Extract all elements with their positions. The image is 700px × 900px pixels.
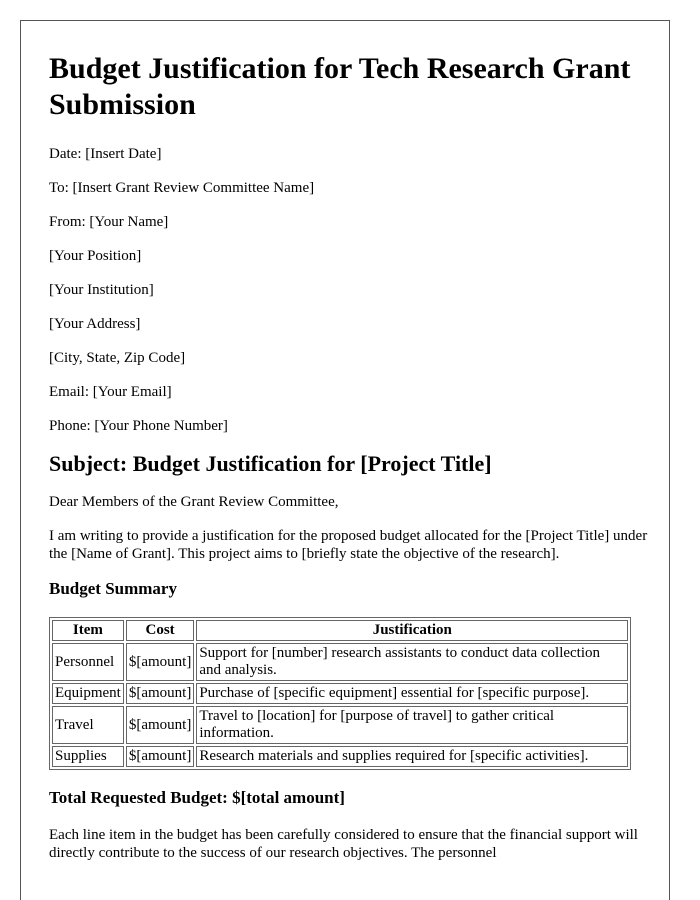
justification-cell: Support for [number] research assistants to conduct data collection and analysis. xyxy=(196,643,628,681)
closing-paragraph: Each line item in the budget has been carefully considered to ensure that the financial support will directly contribute to the success of our research objectives. The personnel xyxy=(49,827,638,861)
item-cell: Travel xyxy=(52,706,124,744)
total-budget-heading: Total Requested Budget: $[total amount] xyxy=(49,788,345,807)
table-row xyxy=(52,746,628,767)
cost-cell: $[amount] xyxy=(126,706,194,744)
justification-cell: Purchase of [specific equipment] essential for [specific purpose]. xyxy=(196,683,628,704)
date-line: Date: [Insert Date] xyxy=(49,146,162,162)
sender-city-line: [City, State, Zip Code] xyxy=(49,350,186,366)
salutation: Dear Members of the Grant Review Committee, xyxy=(49,494,339,510)
column-header-justification: Justification xyxy=(196,620,628,641)
sender-institution-line: [Your Institution] xyxy=(49,282,154,298)
item-cell: Supplies xyxy=(52,746,124,767)
table-row xyxy=(52,643,628,681)
sender-address-line: [Your Address] xyxy=(49,316,141,332)
table-header-row xyxy=(52,620,628,641)
item-cell: Personnel xyxy=(52,643,124,681)
justification-cell: Travel to [location] for [purpose of travel] to gather critical information. xyxy=(196,706,628,744)
cost-cell: $[amount] xyxy=(126,683,194,704)
justification-cell: Research materials and supplies required for [specific activities]. xyxy=(196,746,628,767)
sender-position-line: [Your Position] xyxy=(49,248,142,264)
cost-cell: $[amount] xyxy=(126,746,194,767)
budget-summary-heading: Budget Summary xyxy=(49,579,177,598)
sender-phone-line: Phone: [Your Phone Number] xyxy=(49,418,228,434)
column-header-item: Item xyxy=(52,620,124,641)
document-page xyxy=(20,20,670,900)
document-title: Budget Justification for Tech Research Grant Submission xyxy=(49,52,631,121)
column-header-cost: Cost xyxy=(126,620,194,641)
sender-name-line: From: [Your Name] xyxy=(49,214,169,230)
intro-paragraph: I am writing to provide a justification for the proposed budget allocated for the [Project Title] under the [Name of Grant]. This project aims to [briefly state the objective of the research]. xyxy=(49,528,648,562)
recipient-line: To: [Insert Grant Review Committee Name] xyxy=(49,180,315,196)
sender-email-line: Email: [Your Email] xyxy=(49,384,172,400)
item-cell: Equipment xyxy=(52,683,124,704)
table-row xyxy=(52,683,628,704)
cost-cell: $[amount] xyxy=(126,643,194,681)
table-row xyxy=(52,706,628,744)
subject-heading: Subject: Budget Justification for [Project Title] xyxy=(49,451,492,476)
budget-table xyxy=(49,617,631,770)
